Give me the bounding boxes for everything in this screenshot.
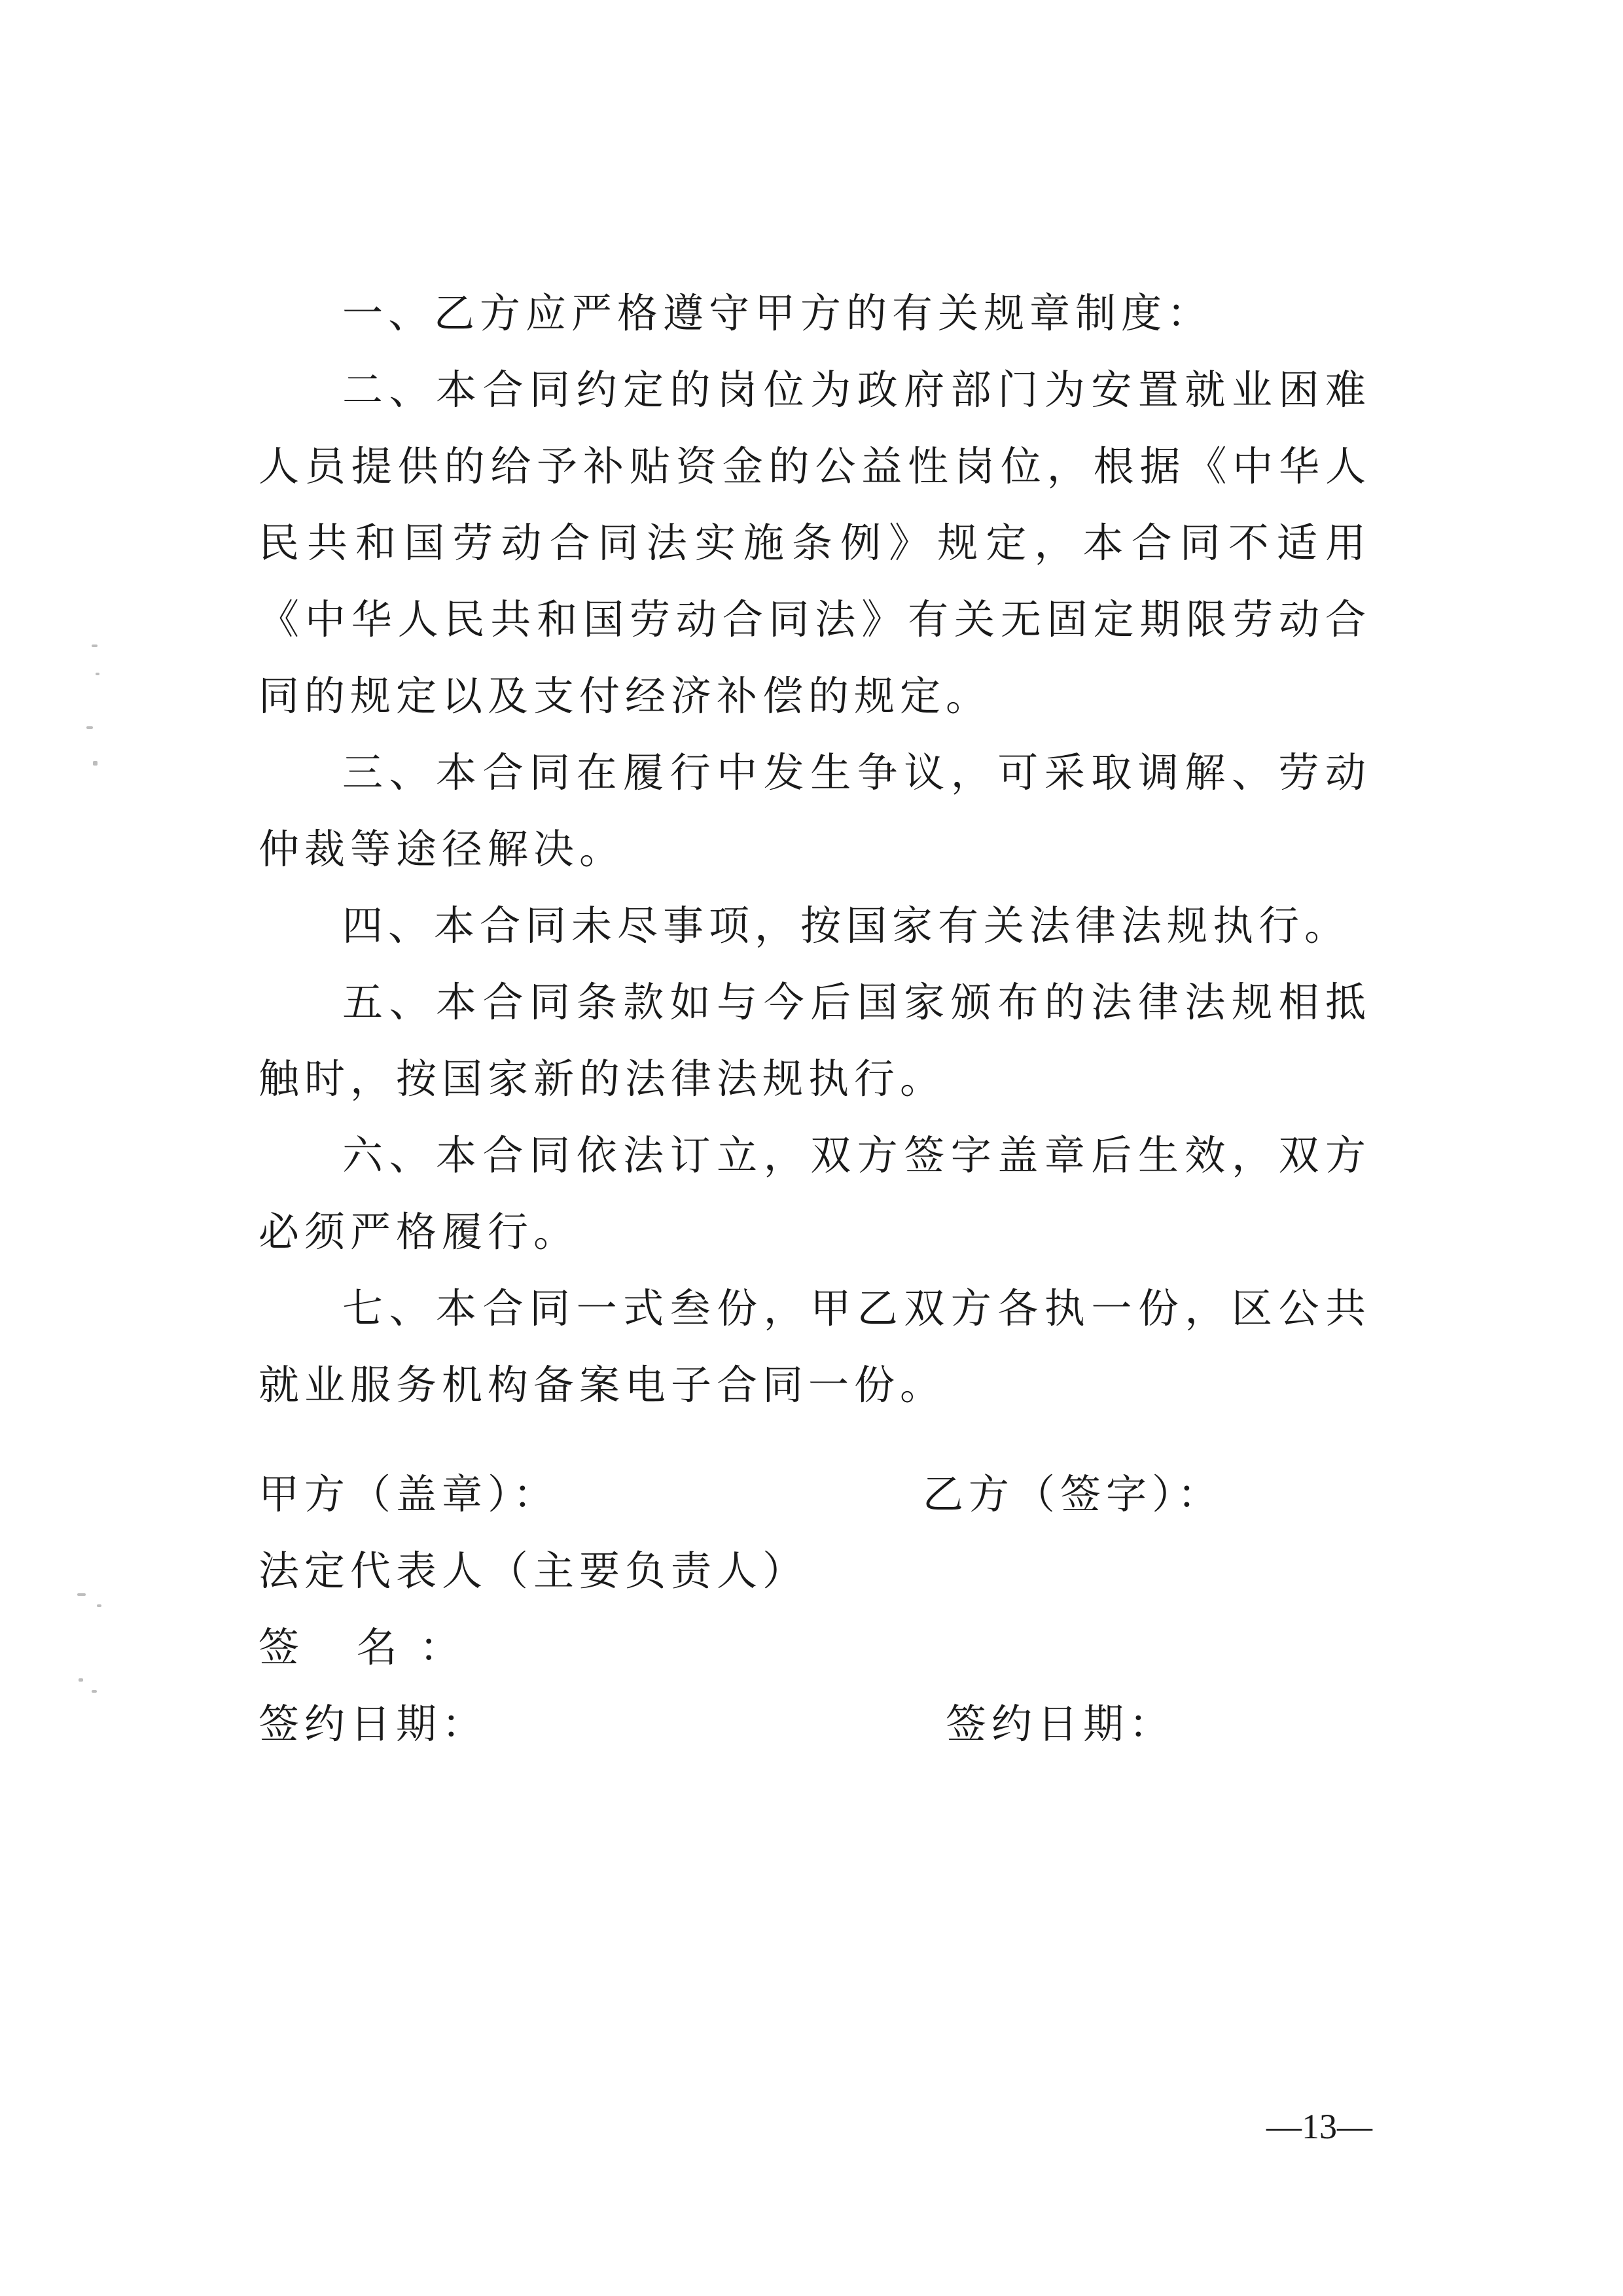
clause-4: 四、本合同未尽事项，按国家有关法律法规执行。 <box>342 902 1351 949</box>
signature-row-name <box>259 1609 1371 1686</box>
scan-speck <box>93 761 98 766</box>
clause-7: 七、本合同一式叁份，甲乙双方各执一份，区公共就业服务机构备案电子合同一份。 <box>259 1284 1371 1409</box>
scan-speck <box>92 645 98 647</box>
signature-row-parties <box>259 1456 1371 1532</box>
scan-speck <box>77 1593 86 1596</box>
scan-speck <box>92 1690 97 1693</box>
scan-speck <box>97 1604 101 1607</box>
scan-speck <box>79 1678 83 1682</box>
clause-5: 五、本合同条款如与今后国家颁布的法律法规相抵触时，按国家新的法律法规执行。 <box>259 978 1371 1103</box>
signature-row-representative <box>259 1532 1371 1609</box>
scan-speck <box>86 726 93 729</box>
clause-6: 六、本合同依法订立，双方签字盖章后生效，双方必须严格履行。 <box>259 1131 1371 1256</box>
party-a-seal-label: 甲方（盖章）： <box>259 1470 560 1518</box>
signature-row-dates <box>259 1686 1371 1762</box>
scan-speck <box>96 673 99 675</box>
clause-2: 二、本合同约定的岗位为政府部门为安置就业困难人员提供的给予补贴资金的公益性岗位，根据《中华人民共和国劳动合同法实施条例》规定，本合同不适用《中华人民共和国劳动合同法》有关无固定期限劳动合同的规定以及支付经济补偿的规定。 <box>259 366 1371 720</box>
party-b-date-label: 签约日期： <box>946 1700 1175 1748</box>
clause-1: 一、乙方应严格遵守甲方的有关规章制度： <box>342 289 1213 337</box>
sign-name-label: 签 名： <box>259 1623 482 1671</box>
signature-block <box>259 1456 1371 1762</box>
party-a-date-label: 签约日期： <box>259 1700 488 1748</box>
contract-clauses <box>259 275 1371 1423</box>
party-b-sign-label: 乙方（签字）： <box>923 1470 1224 1518</box>
clause-3: 三、本合同在履行中发生争议，可采取调解、劳动仲裁等途径解决。 <box>259 749 1371 873</box>
page-number: —13— <box>1266 2107 1372 2146</box>
legal-representative-label: 法定代表人（主要负责人） <box>259 1547 809 1595</box>
